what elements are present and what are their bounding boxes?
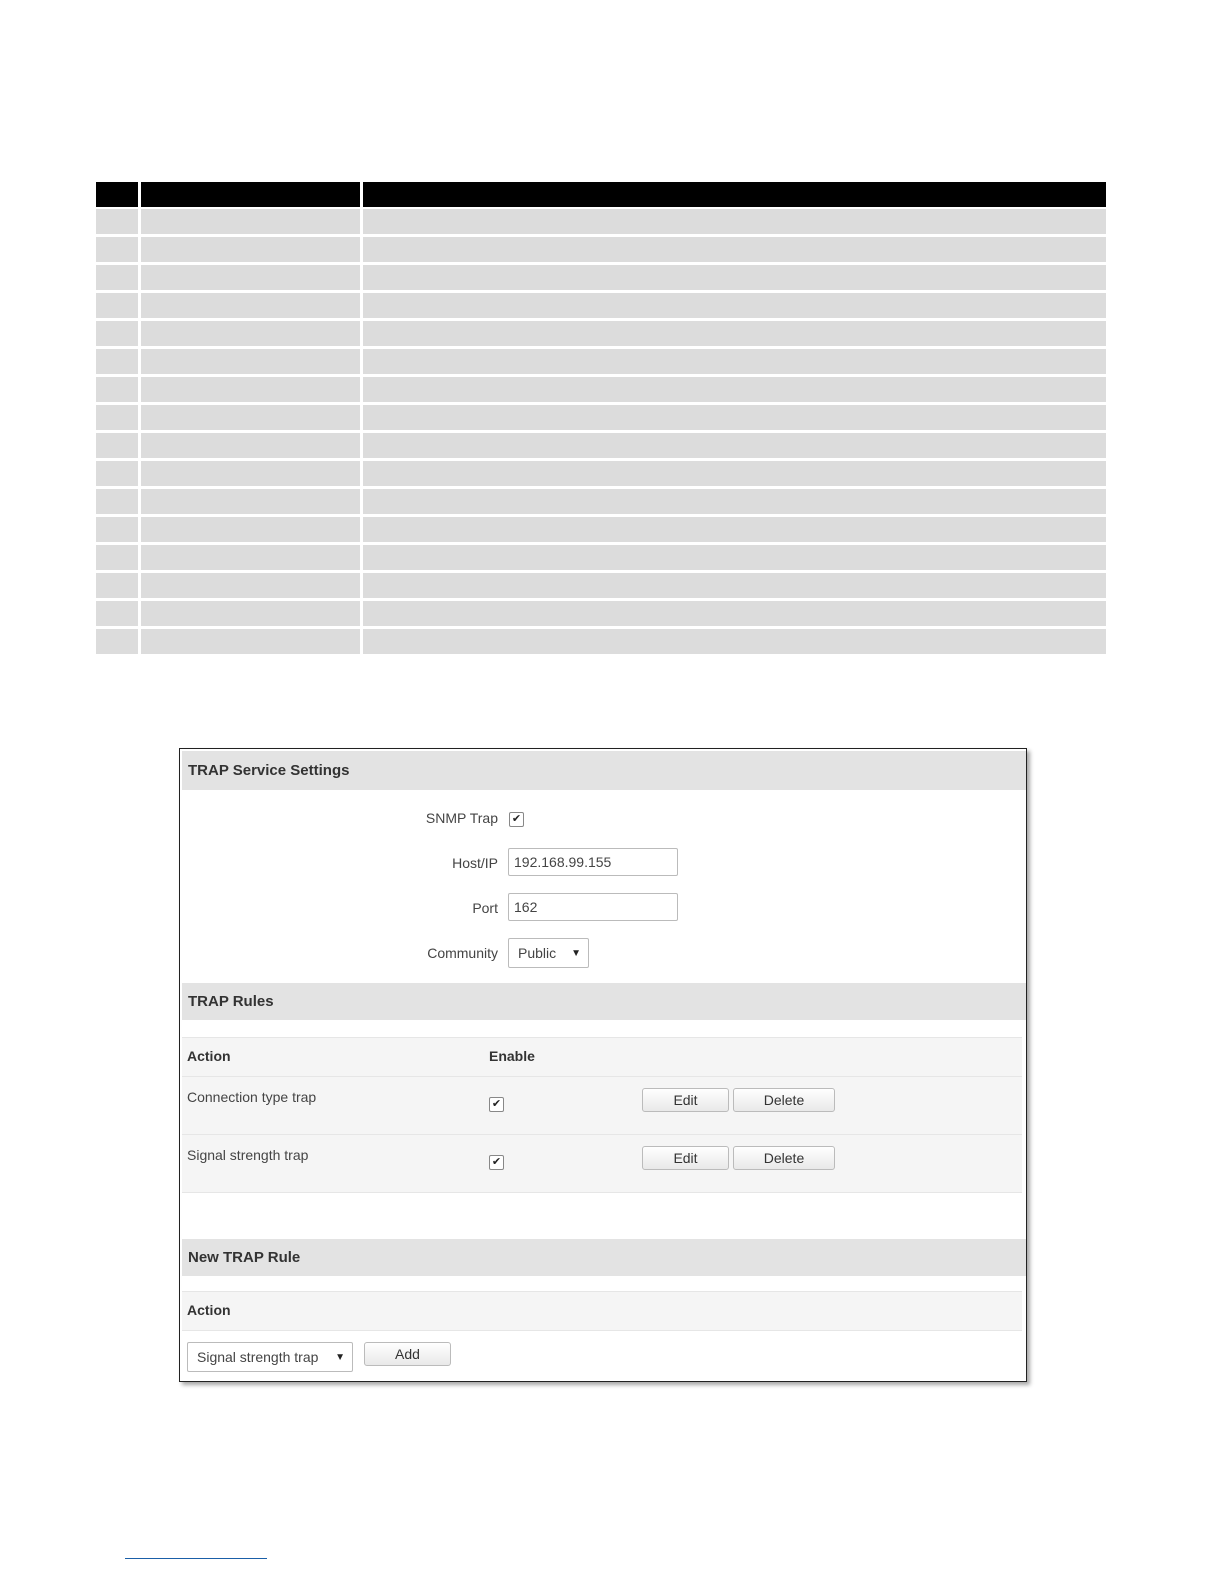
chevron-down-icon: ▼ (335, 1351, 345, 1363)
port-input[interactable] (508, 893, 678, 921)
edit-button[interactable]: Edit (642, 1146, 729, 1170)
add-button[interactable]: Add (364, 1342, 451, 1366)
enable-column-header: Enable (489, 1048, 535, 1064)
document-table (96, 182, 1106, 657)
table-row (96, 265, 1106, 290)
footnote-separator (125, 1558, 267, 1559)
delete-button[interactable]: Delete (733, 1088, 835, 1112)
new-rule-selected-value: Signal strength trap (197, 1349, 319, 1365)
new-rule-header-row (182, 1291, 1022, 1331)
rule-enable-checkbox[interactable] (489, 1097, 504, 1112)
check-icon: ✔ (491, 1156, 502, 1168)
community-select[interactable] (508, 938, 589, 968)
trap-rules-title: TRAP Rules (182, 983, 1026, 1020)
check-icon: ✔ (511, 813, 522, 825)
community-label: Community (427, 945, 498, 961)
rule-action-text: Signal strength trap (187, 1147, 309, 1163)
action-column-header: Action (187, 1048, 231, 1064)
action-column-header: Action (187, 1302, 231, 1318)
table-row (182, 1134, 1022, 1193)
table-row (96, 629, 1106, 654)
edit-button[interactable]: Edit (642, 1088, 729, 1112)
check-icon: ✔ (491, 1098, 502, 1110)
table-row (96, 433, 1106, 458)
table-row (96, 405, 1106, 430)
table-row (96, 461, 1106, 486)
delete-button[interactable]: Delete (733, 1146, 835, 1170)
table-row (96, 489, 1106, 514)
snmp-trap-label: SNMP Trap (425, 810, 498, 826)
table-row (96, 237, 1106, 262)
trap-rules-header-row (182, 1037, 1022, 1077)
snmp-trap-checkbox[interactable] (509, 812, 524, 827)
trap-service-settings-title: TRAP Service Settings (182, 751, 1026, 790)
host-ip-input[interactable] (508, 848, 678, 876)
table-row (96, 601, 1106, 626)
new-trap-rule-title: New TRAP Rule (182, 1239, 1026, 1276)
chevron-down-icon: ▼ (571, 947, 581, 959)
rule-enable-checkbox[interactable] (489, 1155, 504, 1170)
table-row (96, 209, 1106, 234)
table-row (182, 1076, 1022, 1135)
table-row (96, 321, 1106, 346)
rule-action-text: Connection type trap (187, 1089, 317, 1105)
table-row (96, 377, 1106, 402)
community-selected-value: Public (518, 945, 557, 961)
table-header (96, 182, 1106, 207)
trap-settings-panel (179, 748, 1027, 1382)
port-label: Port (472, 900, 498, 916)
table-row (96, 349, 1106, 374)
host-ip-label: Host/IP (452, 855, 498, 871)
new-rule-action-select[interactable] (187, 1342, 353, 1372)
table-row (96, 293, 1106, 318)
table-row (96, 545, 1106, 570)
table-row (96, 517, 1106, 542)
table-row (96, 573, 1106, 598)
